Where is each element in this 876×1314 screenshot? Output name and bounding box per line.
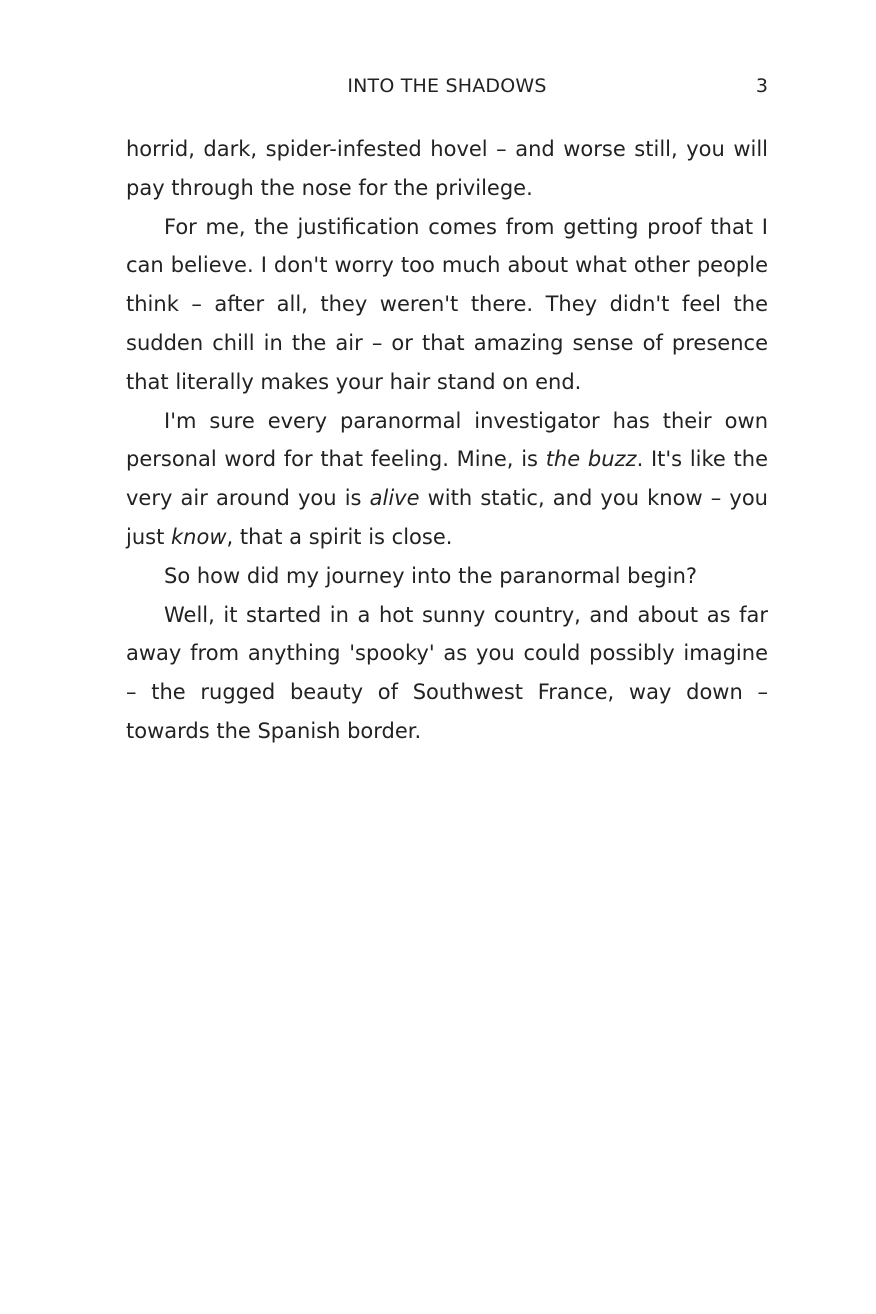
paragraph (126, 130, 768, 208)
book-page (126, 72, 768, 751)
body-text (126, 130, 768, 751)
text-run: horrid, dark, spider-infested hovel – and worse still, you will pay through the nose for the privilege. (126, 137, 768, 200)
text-run: For me, the justification comes from getting proof that I can believe. I don't worry too much about what other people think – after all, they weren't there. They didn't feel the sudden chill in the air – or that amazing sense of presence that literally makes your hair stand on end. (126, 214, 768, 394)
text-run: , that a spirit is close. (226, 524, 453, 549)
text-run: So how did my journey into the paranormal begin? (164, 563, 698, 588)
italic-text-run: know (171, 524, 227, 549)
paragraph (126, 557, 768, 596)
page-number: 3 (755, 75, 768, 97)
running-header (126, 72, 768, 100)
paragraph (126, 208, 768, 402)
italic-text-run: the buzz (545, 447, 637, 472)
running-title: INTO THE SHADOWS (347, 75, 547, 97)
paragraph (126, 596, 768, 751)
text-run: with static, and you know – you just (126, 486, 768, 549)
text-run: I'm sure every paranormal investigator has their own personal word for that feeling. Mine, is (126, 408, 768, 472)
text-run: . It's like the very air around you is (126, 447, 769, 511)
italic-text-run: alive (369, 486, 420, 511)
text-run: Well, it started in a hot sunny country, and about as far away from anything 'spooky' as you could possibly imagine – the rugged beauty of Southwest France, way down – towards the Spanish border. (126, 602, 768, 743)
paragraph (126, 402, 768, 557)
